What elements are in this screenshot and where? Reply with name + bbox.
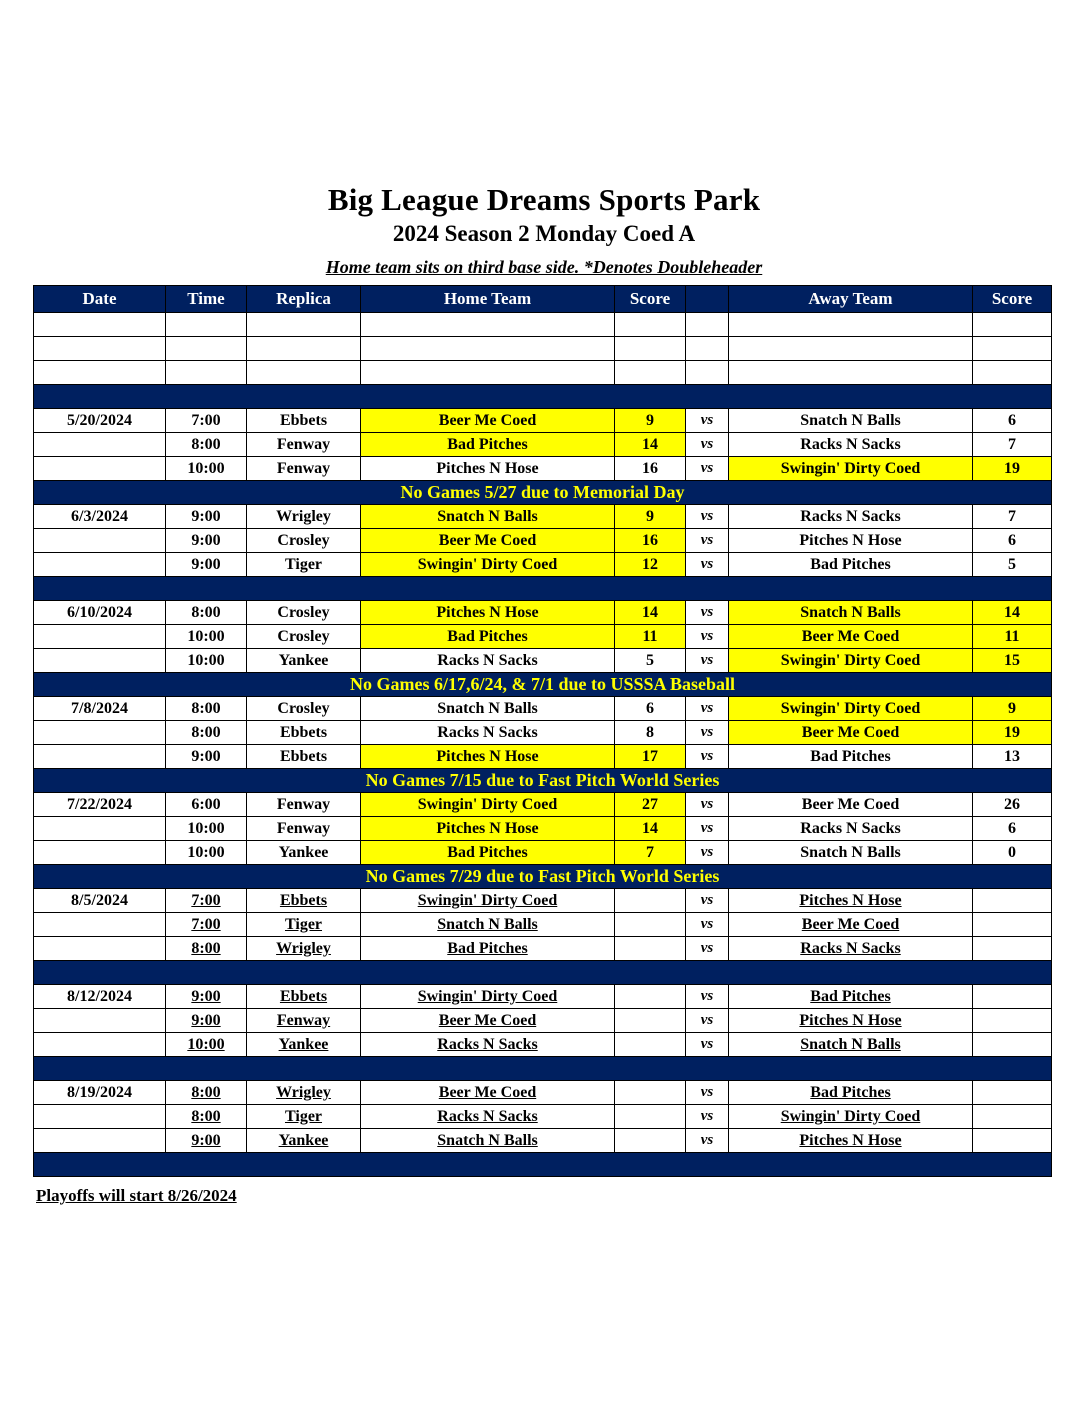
empty-row: [34, 313, 1052, 337]
home-team-cell: Snatch N Balls: [361, 913, 615, 937]
home-team-cell: Snatch N Balls: [361, 1129, 615, 1153]
time-cell: 8:00: [166, 1105, 247, 1129]
home-team-cell: Beer Me Coed: [361, 1009, 615, 1033]
separator-row: [34, 385, 1052, 409]
header-row: [34, 286, 1052, 313]
time-cell: 10:00: [166, 817, 247, 841]
replica-cell: Ebbets: [247, 409, 361, 433]
empty-cell: [973, 313, 1052, 337]
away-team-cell: Snatch N Balls: [729, 409, 973, 433]
time-cell: 10:00: [166, 625, 247, 649]
away-score-cell: 13: [973, 745, 1052, 769]
vs-cell: vs: [686, 721, 729, 745]
date-cell: [34, 841, 166, 865]
time-cell: 8:00: [166, 433, 247, 457]
home-score-cell: 9: [615, 505, 686, 529]
home-team-cell: Pitches N Hose: [361, 457, 615, 481]
home-score-cell: [615, 985, 686, 1009]
replica-cell: Crosley: [247, 601, 361, 625]
away-score-cell: [973, 913, 1052, 937]
home-score-cell: 27: [615, 793, 686, 817]
separator-row: [34, 1153, 1052, 1177]
home-score-cell: [615, 1081, 686, 1105]
game-row: [34, 721, 1052, 745]
replica-cell: Fenway: [247, 433, 361, 457]
time-cell: 10:00: [166, 841, 247, 865]
date-cell: 7/22/2024: [34, 793, 166, 817]
game-row: [34, 433, 1052, 457]
away-team-cell: Beer Me Coed: [729, 793, 973, 817]
vs-cell: vs: [686, 841, 729, 865]
separator-row: [34, 1057, 1052, 1081]
empty-cell: [247, 361, 361, 385]
empty-cell: [973, 337, 1052, 361]
home-score-cell: 6: [615, 697, 686, 721]
empty-cell: [973, 361, 1052, 385]
date-cell: 8/12/2024: [34, 985, 166, 1009]
time-cell: 7:00: [166, 409, 247, 433]
home-score-cell: 9: [615, 409, 686, 433]
home-score-cell: 16: [615, 529, 686, 553]
time-cell: 9:00: [166, 529, 247, 553]
home-team-cell: Pitches N Hose: [361, 745, 615, 769]
away-score-cell: 11: [973, 625, 1052, 649]
home-score-cell: 5: [615, 649, 686, 673]
date-cell: 6/3/2024: [34, 505, 166, 529]
replica-cell: Wrigley: [247, 505, 361, 529]
home-score-cell: 14: [615, 817, 686, 841]
empty-cell: [729, 313, 973, 337]
replica-cell: Ebbets: [247, 721, 361, 745]
home-team-cell: Beer Me Coed: [361, 1081, 615, 1105]
empty-cell: [361, 337, 615, 361]
away-score-cell: [973, 1009, 1052, 1033]
game-row: [34, 913, 1052, 937]
time-cell: 9:00: [166, 1009, 247, 1033]
notice-row: [34, 481, 1052, 505]
away-team-cell: Bad Pitches: [729, 553, 973, 577]
home-score-cell: [615, 1033, 686, 1057]
replica-cell: Tiger: [247, 1105, 361, 1129]
game-row: [34, 841, 1052, 865]
home-team-cell: Bad Pitches: [361, 937, 615, 961]
separator-row: [34, 577, 1052, 601]
no-games-notice: No Games 7/29 due to Fast Pitch World Series: [34, 865, 1052, 889]
game-row: [34, 889, 1052, 913]
away-team-cell: Racks N Sacks: [729, 817, 973, 841]
empty-cell: [729, 337, 973, 361]
vs-cell: vs: [686, 985, 729, 1009]
no-games-notice: No Games 6/17,6/24, & 7/1 due to USSSA Baseball: [34, 673, 1052, 697]
home-score-cell: 7: [615, 841, 686, 865]
time-cell: 7:00: [166, 889, 247, 913]
notice-row: [34, 769, 1052, 793]
home-team-cell: Pitches N Hose: [361, 817, 615, 841]
no-games-notice: No Games 7/15 due to Fast Pitch World Series: [34, 769, 1052, 793]
date-cell: [34, 1033, 166, 1057]
date-cell: [34, 457, 166, 481]
empty-cell: [361, 313, 615, 337]
date-cell: [34, 1009, 166, 1033]
home-score-cell: 14: [615, 601, 686, 625]
away-score-cell: 5: [973, 553, 1052, 577]
schedule-body: [34, 313, 1052, 1177]
away-score-cell: 26: [973, 793, 1052, 817]
replica-cell: Fenway: [247, 817, 361, 841]
game-row: [34, 985, 1052, 1009]
home-score-cell: 11: [615, 625, 686, 649]
empty-cell: [361, 361, 615, 385]
home-score-cell: [615, 889, 686, 913]
replica-cell: Crosley: [247, 697, 361, 721]
vs-cell: vs: [686, 697, 729, 721]
away-team-cell: Racks N Sacks: [729, 937, 973, 961]
vs-cell: vs: [686, 601, 729, 625]
away-score-cell: 7: [973, 505, 1052, 529]
game-row: [34, 625, 1052, 649]
vs-cell: vs: [686, 409, 729, 433]
game-row: [34, 1009, 1052, 1033]
time-cell: 9:00: [166, 553, 247, 577]
game-row: [34, 793, 1052, 817]
away-team-cell: Bad Pitches: [729, 745, 973, 769]
replica-cell: Fenway: [247, 457, 361, 481]
empty-row: [34, 361, 1052, 385]
game-row: [34, 649, 1052, 673]
col-header-date: Date: [34, 286, 166, 313]
away-team-cell: Pitches N Hose: [729, 889, 973, 913]
away-team-cell: Swingin' Dirty Coed: [729, 1105, 973, 1129]
replica-cell: Yankee: [247, 1033, 361, 1057]
time-cell: 7:00: [166, 913, 247, 937]
vs-cell: vs: [686, 1009, 729, 1033]
away-team-cell: Pitches N Hose: [729, 1009, 973, 1033]
empty-cell: [686, 337, 729, 361]
home-score-cell: [615, 937, 686, 961]
game-row: [34, 697, 1052, 721]
game-row: [34, 553, 1052, 577]
vs-cell: vs: [686, 505, 729, 529]
away-team-cell: Pitches N Hose: [729, 529, 973, 553]
away-score-cell: 9: [973, 697, 1052, 721]
vs-cell: vs: [686, 793, 729, 817]
replica-cell: Ebbets: [247, 985, 361, 1009]
game-row: [34, 457, 1052, 481]
home-score-cell: [615, 1105, 686, 1129]
away-team-cell: Swingin' Dirty Coed: [729, 697, 973, 721]
date-cell: [34, 1105, 166, 1129]
time-cell: 10:00: [166, 457, 247, 481]
home-team-cell: Racks N Sacks: [361, 649, 615, 673]
away-score-cell: 6: [973, 529, 1052, 553]
away-score-cell: [973, 1081, 1052, 1105]
empty-cell: [686, 361, 729, 385]
away-score-cell: 15: [973, 649, 1052, 673]
time-cell: 9:00: [166, 745, 247, 769]
home-team-cell: Bad Pitches: [361, 433, 615, 457]
empty-cell: [166, 361, 247, 385]
away-team-cell: Swingin' Dirty Coed: [729, 457, 973, 481]
time-cell: 8:00: [166, 601, 247, 625]
notice-row: [34, 865, 1052, 889]
away-team-cell: Racks N Sacks: [729, 505, 973, 529]
replica-cell: Yankee: [247, 649, 361, 673]
date-cell: 6/10/2024: [34, 601, 166, 625]
away-score-cell: 6: [973, 409, 1052, 433]
replica-cell: Yankee: [247, 841, 361, 865]
game-row: [34, 1081, 1052, 1105]
away-team-cell: Racks N Sacks: [729, 433, 973, 457]
home-score-cell: 14: [615, 433, 686, 457]
date-cell: [34, 529, 166, 553]
time-cell: 9:00: [166, 985, 247, 1009]
playoffs-note: Playoffs will start 8/26/2024: [36, 1186, 237, 1205]
empty-cell: [686, 313, 729, 337]
empty-cell: [247, 313, 361, 337]
vs-cell: vs: [686, 889, 729, 913]
home-team-cell: Pitches N Hose: [361, 601, 615, 625]
away-team-cell: Beer Me Coed: [729, 721, 973, 745]
no-games-notice: No Games 5/27 due to Memorial Day: [34, 481, 1052, 505]
home-team-cell: Racks N Sacks: [361, 1105, 615, 1129]
away-score-cell: [973, 1033, 1052, 1057]
home-team-cell: Snatch N Balls: [361, 505, 615, 529]
game-row: [34, 505, 1052, 529]
home-team-cell: Bad Pitches: [361, 841, 615, 865]
notice-row: [34, 673, 1052, 697]
home-team-note: Home team sits on third base side. *Denotes Doubleheader: [325, 257, 763, 277]
vs-cell: vs: [686, 1081, 729, 1105]
date-cell: [34, 553, 166, 577]
col-header-home-team: Home Team: [361, 286, 615, 313]
date-cell: [34, 625, 166, 649]
vs-cell: vs: [686, 937, 729, 961]
empty-cell: [34, 313, 166, 337]
game-row: [34, 601, 1052, 625]
away-team-cell: Snatch N Balls: [729, 1033, 973, 1057]
separator-cell: [34, 385, 1052, 409]
home-team-cell: Racks N Sacks: [361, 1033, 615, 1057]
game-row: [34, 745, 1052, 769]
date-cell: [34, 913, 166, 937]
col-header-vs: [686, 286, 729, 313]
replica-cell: Ebbets: [247, 745, 361, 769]
vs-cell: vs: [686, 745, 729, 769]
time-cell: 8:00: [166, 697, 247, 721]
empty-cell: [615, 313, 686, 337]
date-cell: 8/19/2024: [34, 1081, 166, 1105]
vs-cell: vs: [686, 1033, 729, 1057]
date-cell: [34, 1129, 166, 1153]
away-score-cell: [973, 1129, 1052, 1153]
time-cell: 10:00: [166, 1033, 247, 1057]
separator-cell: [34, 1057, 1052, 1081]
away-score-cell: [973, 889, 1052, 913]
date-cell: 5/20/2024: [34, 409, 166, 433]
separator-cell: [34, 1153, 1052, 1177]
home-team-cell: Beer Me Coed: [361, 409, 615, 433]
game-row: [34, 1033, 1052, 1057]
away-team-cell: Snatch N Balls: [729, 601, 973, 625]
replica-cell: Wrigley: [247, 937, 361, 961]
vs-cell: vs: [686, 553, 729, 577]
vs-cell: vs: [686, 1129, 729, 1153]
replica-cell: Fenway: [247, 793, 361, 817]
empty-cell: [729, 361, 973, 385]
empty-cell: [615, 361, 686, 385]
home-team-cell: Swingin' Dirty Coed: [361, 985, 615, 1009]
date-cell: 7/8/2024: [34, 697, 166, 721]
replica-cell: Tiger: [247, 913, 361, 937]
time-cell: 9:00: [166, 1129, 247, 1153]
col-header-away-score: Score: [973, 286, 1052, 313]
date-cell: [34, 433, 166, 457]
vs-cell: vs: [686, 529, 729, 553]
time-cell: 8:00: [166, 937, 247, 961]
away-score-cell: 19: [973, 721, 1052, 745]
col-header-away-team: Away Team: [729, 286, 973, 313]
game-row: [34, 409, 1052, 433]
away-score-cell: [973, 985, 1052, 1009]
empty-cell: [166, 337, 247, 361]
separator-row: [34, 961, 1052, 985]
game-row: [34, 817, 1052, 841]
home-score-cell: 17: [615, 745, 686, 769]
game-row: [34, 1129, 1052, 1153]
home-team-cell: Swingin' Dirty Coed: [361, 553, 615, 577]
away-team-cell: Bad Pitches: [729, 1081, 973, 1105]
home-team-cell: Snatch N Balls: [361, 697, 615, 721]
home-score-cell: [615, 913, 686, 937]
home-score-cell: 8: [615, 721, 686, 745]
time-cell: 8:00: [166, 721, 247, 745]
date-cell: [34, 817, 166, 841]
replica-cell: Crosley: [247, 529, 361, 553]
empty-cell: [615, 337, 686, 361]
col-header-time: Time: [166, 286, 247, 313]
empty-row: [34, 337, 1052, 361]
away-score-cell: 14: [973, 601, 1052, 625]
away-score-cell: 6: [973, 817, 1052, 841]
replica-cell: Yankee: [247, 1129, 361, 1153]
empty-cell: [166, 313, 247, 337]
time-cell: 10:00: [166, 649, 247, 673]
away-team-cell: Pitches N Hose: [729, 1129, 973, 1153]
date-cell: [34, 745, 166, 769]
away-score-cell: [973, 1105, 1052, 1129]
time-cell: 9:00: [166, 505, 247, 529]
separator-cell: [34, 577, 1052, 601]
game-row: [34, 1105, 1052, 1129]
empty-cell: [34, 361, 166, 385]
page-title: Big League Dreams Sports Park: [327, 182, 761, 217]
home-team-cell: Swingin' Dirty Coed: [361, 793, 615, 817]
separator-cell: [34, 961, 1052, 985]
home-team-cell: Swingin' Dirty Coed: [361, 889, 615, 913]
empty-cell: [34, 337, 166, 361]
col-header-home-score: Score: [615, 286, 686, 313]
date-cell: [34, 721, 166, 745]
home-score-cell: 16: [615, 457, 686, 481]
schedule-table: [33, 285, 1052, 1177]
home-team-cell: Beer Me Coed: [361, 529, 615, 553]
vs-cell: vs: [686, 1105, 729, 1129]
away-team-cell: Bad Pitches: [729, 985, 973, 1009]
col-header-replica: Replica: [247, 286, 361, 313]
date-cell: 8/5/2024: [34, 889, 166, 913]
vs-cell: vs: [686, 433, 729, 457]
away-team-cell: Beer Me Coed: [729, 625, 973, 649]
page-subtitle: 2024 Season 2 Monday Coed A: [392, 221, 696, 246]
date-cell: [34, 649, 166, 673]
away-score-cell: 7: [973, 433, 1052, 457]
time-cell: 6:00: [166, 793, 247, 817]
home-score-cell: [615, 1129, 686, 1153]
game-row: [34, 529, 1052, 553]
home-team-cell: Bad Pitches: [361, 625, 615, 649]
away-team-cell: Beer Me Coed: [729, 913, 973, 937]
vs-cell: vs: [686, 649, 729, 673]
away-score-cell: 0: [973, 841, 1052, 865]
away-team-cell: Snatch N Balls: [729, 841, 973, 865]
replica-cell: Fenway: [247, 1009, 361, 1033]
replica-cell: Ebbets: [247, 889, 361, 913]
replica-cell: Crosley: [247, 625, 361, 649]
replica-cell: Wrigley: [247, 1081, 361, 1105]
vs-cell: vs: [686, 817, 729, 841]
game-row: [34, 937, 1052, 961]
vs-cell: vs: [686, 457, 729, 481]
away-score-cell: [973, 937, 1052, 961]
date-cell: [34, 937, 166, 961]
home-team-cell: Racks N Sacks: [361, 721, 615, 745]
home-score-cell: [615, 1009, 686, 1033]
empty-cell: [247, 337, 361, 361]
away-score-cell: 19: [973, 457, 1052, 481]
replica-cell: Tiger: [247, 553, 361, 577]
vs-cell: vs: [686, 913, 729, 937]
home-score-cell: 12: [615, 553, 686, 577]
vs-cell: vs: [686, 625, 729, 649]
time-cell: 8:00: [166, 1081, 247, 1105]
away-team-cell: Swingin' Dirty Coed: [729, 649, 973, 673]
